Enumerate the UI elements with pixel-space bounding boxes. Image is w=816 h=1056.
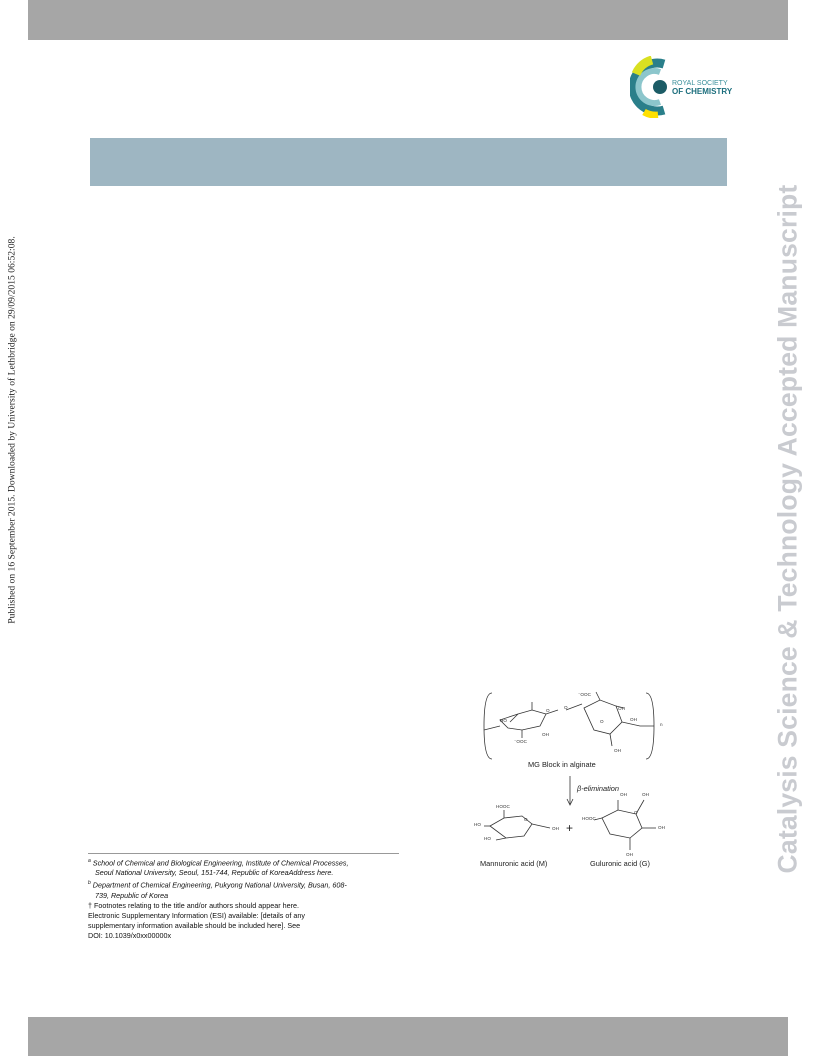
rsc-logo-line2: OF CHEMISTRY [672, 87, 733, 96]
group-g-oh2: OH [642, 792, 649, 797]
footnote-b-mark: b [88, 880, 91, 887]
footnote-b-line1: Department of Chemical Engineering, Pukyong National University, Busan, 608- [92, 880, 347, 890]
product-g-label: Guluronic acid (G) [590, 859, 650, 868]
group-oh-1: OH [618, 706, 625, 711]
group-g-oh4: OH [626, 852, 633, 857]
watermark-text: Catalysis Science & Technology Accepted Manuscript [772, 184, 803, 874]
publication-stamp-text: Published on 16 September 2015. Downloaded by University of Lethbridge on 29/09/2015 06:52:08. [6, 236, 18, 624]
footnote-a [88, 856, 418, 868]
rsc-logo-line1: ROYAL SOCIETY [672, 80, 728, 87]
footnotes [88, 856, 418, 941]
group-m-o: O [524, 817, 528, 822]
group-g-o: O [634, 810, 638, 815]
alginate-scheme [474, 688, 674, 870]
group-g-hooc: HOOC [582, 816, 596, 821]
group-coo-top: ⁻OOC [578, 692, 591, 697]
rsc-logo-text [672, 80, 732, 96]
group-g-oh3: OH [658, 825, 665, 830]
plus-sign: + [566, 821, 574, 835]
footnote-divider [88, 853, 399, 854]
footnote-b-line2: 739, Republic of Korea [95, 890, 169, 900]
title-band [90, 138, 727, 186]
group-o-ring2: O [600, 719, 604, 724]
footnote-a-mark: a [88, 858, 91, 864]
bottom-footer-bar [28, 1017, 788, 1056]
footnote-doi: DOI: 10.1039/x0xx00000x [88, 930, 172, 940]
group-m-hooc: HOOC [496, 804, 510, 809]
group-g-oh1: OH [620, 792, 627, 797]
top-header-bar [28, 0, 788, 40]
group-oh-2: OH [542, 732, 549, 737]
group-m-ho2: HO [484, 836, 491, 841]
group-oh-4: OH [630, 717, 637, 722]
group-o-ring1: O [546, 708, 550, 713]
polymer-label: MG Block in alginate [528, 760, 596, 769]
scheme-structures [474, 688, 674, 870]
footnote-esi-line2: supplementary information available should be included here]. See [88, 920, 301, 930]
product-m-label: Mannuronic acid (M) [480, 859, 548, 868]
group-o-link: O [564, 705, 568, 710]
group-m-ho1: HO [474, 822, 481, 827]
footnote-a-line1: School of Chemical and Biological Engineering, Institute of Chemical Processes, [92, 858, 349, 868]
group-m-oh: OH [552, 826, 559, 831]
rsc-logo [630, 56, 733, 118]
group-oh-3: OH [614, 748, 621, 753]
repeat-subscript: n [660, 722, 663, 727]
footnote-b [88, 878, 418, 890]
footnote-dagger: † Footnotes relating to the title and/or authors should appear here. [88, 900, 299, 910]
group-coo-bottom: ⁻OOC [514, 739, 527, 744]
footnote-esi-line1: Electronic Supplementary Information (ESI) available: [details of any [88, 910, 305, 920]
footnote-a-line2: Seoul National University, Seoul, 151-744, Republic of KoreaAddress here. [95, 868, 334, 878]
group-ho-left: HO [500, 718, 507, 723]
arrow-label: β-elimination [577, 784, 620, 793]
